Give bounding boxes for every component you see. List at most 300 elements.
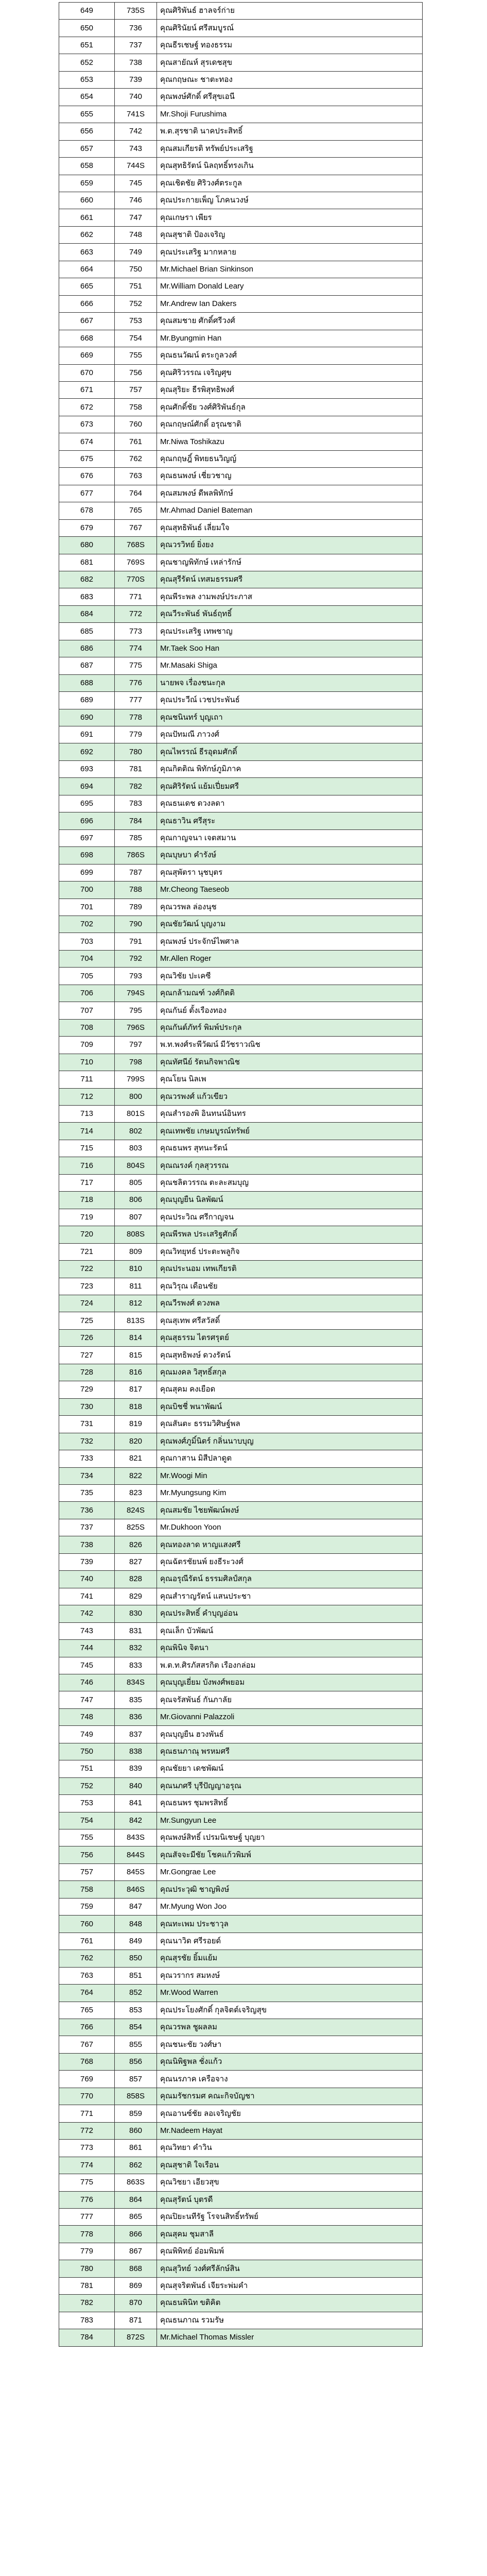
table-row bbox=[59, 1588, 423, 1605]
table-row bbox=[59, 71, 423, 88]
row-number-cell: 773 bbox=[59, 2140, 115, 2157]
member-name-cell: คุณธนพงษ์ เชี่ยวชาญ bbox=[157, 468, 423, 485]
member-code-cell: 745 bbox=[115, 175, 157, 192]
table-row bbox=[59, 1777, 423, 1794]
member-code-cell: 761 bbox=[115, 433, 157, 450]
table-row bbox=[59, 278, 423, 295]
member-code-cell: 808S bbox=[115, 1226, 157, 1243]
table-row bbox=[59, 1708, 423, 1725]
table-row bbox=[59, 950, 423, 967]
member-code-cell: 838 bbox=[115, 1743, 157, 1760]
member-name-cell: Mr.Ahmad Daniel Bateman bbox=[157, 502, 423, 519]
row-number-cell: 756 bbox=[59, 1846, 115, 1863]
member-name-cell: Mr.Wood Warren bbox=[157, 1985, 423, 2002]
member-name-cell: คุณสุรชัย ยิ้มแย้ม bbox=[157, 1950, 423, 1967]
row-number-cell: 778 bbox=[59, 2226, 115, 2243]
member-name-cell: คุณณรงค์ กุลสุวรรณ bbox=[157, 1157, 423, 1174]
row-number-cell: 751 bbox=[59, 1760, 115, 1777]
member-name-cell: คุณสุธรรม ไตรศรุตย์ bbox=[157, 1329, 423, 1346]
table-row bbox=[59, 1812, 423, 1829]
member-code-cell: 861 bbox=[115, 2140, 157, 2157]
member-name-cell: คุณชัยยา เดชพัฒน์ bbox=[157, 1760, 423, 1777]
member-name-cell: คุณวรพงศ์ แก้วเขียว bbox=[157, 1088, 423, 1105]
table-row bbox=[59, 1329, 423, 1346]
member-name-cell: คุณสุชาติ ป้องเจริญ bbox=[157, 226, 423, 243]
table-row bbox=[59, 2036, 423, 2053]
member-code-cell: 799S bbox=[115, 1071, 157, 1088]
table-row bbox=[59, 140, 423, 157]
member-name-cell: คุณชนะชัย วงศ์ษา bbox=[157, 2036, 423, 2053]
member-name-cell: คุณพงศ์ภูมิ์นิตร์ กลิ่นนาบบุญ bbox=[157, 1433, 423, 1450]
table-row bbox=[59, 847, 423, 864]
row-number-cell: 739 bbox=[59, 1553, 115, 1570]
member-name-cell: คุณเชิดชัย ศิริวงศ์ตระกูล bbox=[157, 175, 423, 192]
row-number-cell: 738 bbox=[59, 1536, 115, 1553]
table-row bbox=[59, 364, 423, 381]
row-number-cell: 712 bbox=[59, 1088, 115, 1105]
member-code-cell: 872S bbox=[115, 2329, 157, 2346]
member-code-cell: 832 bbox=[115, 1640, 157, 1657]
table-row bbox=[59, 640, 423, 657]
table-row bbox=[59, 605, 423, 622]
table-row bbox=[59, 2260, 423, 2277]
member-code-cell: 786S bbox=[115, 847, 157, 864]
table-row bbox=[59, 1622, 423, 1639]
member-code-cell: 818 bbox=[115, 1398, 157, 1415]
table-row bbox=[59, 2243, 423, 2260]
member-name-cell: คุณสัจจะมีชัย โชคแก้วพิมพ์ bbox=[157, 1846, 423, 1863]
table-row bbox=[59, 760, 423, 777]
member-code-cell: 862 bbox=[115, 2157, 157, 2174]
member-name-cell: คุณกันย์ ตั้งเรืองทอง bbox=[157, 1002, 423, 1019]
member-name-cell: Mr.Shoji Furushima bbox=[157, 106, 423, 123]
row-number-cell: 689 bbox=[59, 692, 115, 709]
row-number-cell: 783 bbox=[59, 2312, 115, 2329]
row-number-cell: 776 bbox=[59, 2191, 115, 2208]
row-number-cell: 662 bbox=[59, 226, 115, 243]
member-name-cell: คุณสุริยะ ธีรพิสุทธิพงศ์ bbox=[157, 381, 423, 398]
member-name-cell: คุณเล็ก บัวพัฒน์ bbox=[157, 1622, 423, 1639]
member-name-cell: คุณพินิจ จิตนา bbox=[157, 1640, 423, 1657]
table-row bbox=[59, 1760, 423, 1777]
row-number-cell: 701 bbox=[59, 899, 115, 916]
row-number-cell: 705 bbox=[59, 968, 115, 985]
table-row bbox=[59, 916, 423, 933]
member-name-cell: คุณชนินทร์ บุญเถา bbox=[157, 709, 423, 726]
row-number-cell: 747 bbox=[59, 1691, 115, 1708]
row-number-cell: 663 bbox=[59, 244, 115, 261]
row-number-cell: 780 bbox=[59, 2260, 115, 2277]
member-name-cell: คุณปิยะนทีรัฐ โรจนสิทธิ์ทรัพย์ bbox=[157, 2209, 423, 2226]
table-row bbox=[59, 2140, 423, 2157]
member-name-cell: คุณวีรพงศ์ ดวงพล bbox=[157, 1295, 423, 1312]
table-row bbox=[59, 588, 423, 605]
row-number-cell: 746 bbox=[59, 1674, 115, 1691]
row-number-cell: 721 bbox=[59, 1243, 115, 1260]
member-table bbox=[59, 2, 423, 2347]
member-code-cell: 765 bbox=[115, 502, 157, 519]
member-code-cell: 867 bbox=[115, 2243, 157, 2260]
member-name-cell: คุณวิทยุทธ์ ประตะพลูกิจ bbox=[157, 1243, 423, 1260]
member-name-cell: คุณอานซ์ชัย ลอเจริญชัย bbox=[157, 2105, 423, 2122]
table-row bbox=[59, 519, 423, 536]
row-number-cell: 699 bbox=[59, 864, 115, 881]
row-number-cell: 656 bbox=[59, 123, 115, 140]
member-name-cell: คุณสุคม คงเยือด bbox=[157, 1381, 423, 1398]
member-name-cell: คุณบุษบา คำรังษ์ bbox=[157, 847, 423, 864]
row-number-cell: 685 bbox=[59, 623, 115, 640]
table-row bbox=[59, 1467, 423, 1484]
member-name-cell: Mr.Byungmin Han bbox=[157, 330, 423, 347]
member-code-cell: 755 bbox=[115, 347, 157, 364]
table-row bbox=[59, 330, 423, 347]
member-code-cell: 785 bbox=[115, 829, 157, 846]
table-row bbox=[59, 709, 423, 726]
member-name-cell: คุณประเสริฐ เทพชาญ bbox=[157, 623, 423, 640]
member-code-cell: 768S bbox=[115, 537, 157, 554]
row-number-cell: 702 bbox=[59, 916, 115, 933]
member-name-cell: คุณสำราญรัตน์ แสนประชา bbox=[157, 1588, 423, 1605]
table-row bbox=[59, 1398, 423, 1415]
table-row bbox=[59, 571, 423, 588]
table-row bbox=[59, 261, 423, 278]
member-name-cell: คุณศิริพันธ์ ฮาลจร์ก่าย bbox=[157, 3, 423, 20]
row-number-cell: 728 bbox=[59, 1364, 115, 1381]
table-row bbox=[59, 1450, 423, 1467]
table-row bbox=[59, 2226, 423, 2243]
table-row bbox=[59, 623, 423, 640]
member-name-cell: คุณธนพินิท ขติคิต bbox=[157, 2295, 423, 2312]
row-number-cell: 753 bbox=[59, 1795, 115, 1812]
row-number-cell: 680 bbox=[59, 537, 115, 554]
member-name-cell: คุณสุรีรัตน์ เทสมธรรมศรี bbox=[157, 571, 423, 588]
member-code-cell: 817 bbox=[115, 1381, 157, 1398]
table-row bbox=[59, 795, 423, 812]
table-row bbox=[59, 1553, 423, 1570]
row-number-cell: 686 bbox=[59, 640, 115, 657]
member-code-cell: 858S bbox=[115, 2088, 157, 2105]
member-code-cell: 743 bbox=[115, 140, 157, 157]
member-name-cell: คุณฉัตรชัยนพ์ ยงธีระวงศ์ bbox=[157, 1553, 423, 1570]
member-name-cell: คุณศิริวรรณ เจริญศุข bbox=[157, 364, 423, 381]
row-number-cell: 687 bbox=[59, 657, 115, 674]
member-code-cell: 793 bbox=[115, 968, 157, 985]
row-number-cell: 676 bbox=[59, 468, 115, 485]
member-name-cell: Mr.Andrew Ian Dakers bbox=[157, 295, 423, 312]
table-row bbox=[59, 399, 423, 416]
member-code-cell: 849 bbox=[115, 1933, 157, 1950]
member-code-cell: 742 bbox=[115, 123, 157, 140]
table-row bbox=[59, 2209, 423, 2226]
table-row bbox=[59, 1088, 423, 1105]
member-name-cell: คุณกาญจนา เจตสมาน bbox=[157, 829, 423, 846]
table-row bbox=[59, 175, 423, 192]
row-number-cell: 651 bbox=[59, 37, 115, 54]
table-row bbox=[59, 2071, 423, 2088]
row-number-cell: 744 bbox=[59, 1640, 115, 1657]
member-name-cell: คุณเทพชัย เกษมบูรณ์ทรัพย์ bbox=[157, 1123, 423, 1140]
table-row bbox=[59, 829, 423, 846]
table-row bbox=[59, 2295, 423, 2312]
table-row bbox=[59, 450, 423, 467]
member-code-cell: 801S bbox=[115, 1106, 157, 1123]
table-row bbox=[59, 2002, 423, 2019]
table-row bbox=[59, 1916, 423, 1933]
member-code-cell: 805 bbox=[115, 1174, 157, 1191]
member-code-cell: 783 bbox=[115, 795, 157, 812]
member-name-cell: คุณกฤษณะ ชาตะทอง bbox=[157, 71, 423, 88]
table-row bbox=[59, 1967, 423, 1984]
member-name-cell: คุณวรวิทย์ ยิ่งยง bbox=[157, 537, 423, 554]
member-name-cell: คุณธนภาณ รวมรัษ bbox=[157, 2312, 423, 2329]
row-number-cell: 741 bbox=[59, 1588, 115, 1605]
row-number-cell: 752 bbox=[59, 1777, 115, 1794]
member-code-cell: 855 bbox=[115, 2036, 157, 2053]
member-name-cell: Mr.Gongrae Lee bbox=[157, 1863, 423, 1880]
member-name-cell: คุณสุรัตน์ บุตรดี bbox=[157, 2191, 423, 2208]
table-row bbox=[59, 882, 423, 899]
member-code-cell: 749 bbox=[115, 244, 157, 261]
member-name-cell: คุณสันตะ ธรรมวิศิษฐ์พล bbox=[157, 1416, 423, 1433]
member-name-cell: คุณสุทธิรัตน์ นิลฤทธิ์ทรงเกิน bbox=[157, 158, 423, 175]
member-name-cell: คุณนรภาค เครือจาง bbox=[157, 2071, 423, 2088]
member-name-cell: คุณพงษ์สิทธิ์ เปรมนิเชษฐ์ บุญยา bbox=[157, 1829, 423, 1846]
member-name-cell: คุณศักดิ์ชัย วงศ์ศิริพันธ์กุล bbox=[157, 399, 423, 416]
row-number-cell: 692 bbox=[59, 743, 115, 760]
member-name-cell: Mr.Michael Thomas Missler bbox=[157, 2329, 423, 2346]
row-number-cell: 720 bbox=[59, 1226, 115, 1243]
table-row bbox=[59, 3, 423, 20]
member-code-cell: 760 bbox=[115, 416, 157, 433]
row-number-cell: 757 bbox=[59, 1863, 115, 1880]
member-code-cell: 821 bbox=[115, 1450, 157, 1467]
member-code-cell: 738 bbox=[115, 54, 157, 71]
row-number-cell: 745 bbox=[59, 1657, 115, 1674]
member-name-cell: คุณมรัชกรมศ คณะกิจบัญชา bbox=[157, 2088, 423, 2105]
row-number-cell: 755 bbox=[59, 1829, 115, 1846]
member-name-cell: คุณวิชยา เอียวสุข bbox=[157, 2174, 423, 2191]
member-name-cell: คุณวีระพันธ์ พันธ์ฤทธิ์ bbox=[157, 605, 423, 622]
member-code-cell: 841 bbox=[115, 1795, 157, 1812]
member-code-cell: 814 bbox=[115, 1329, 157, 1346]
member-name-cell: Mr.Taek Soo Han bbox=[157, 640, 423, 657]
row-number-cell: 668 bbox=[59, 330, 115, 347]
member-code-cell: 770S bbox=[115, 571, 157, 588]
table-row bbox=[59, 1726, 423, 1743]
row-number-cell: 695 bbox=[59, 795, 115, 812]
row-number-cell: 735 bbox=[59, 1484, 115, 1501]
row-number-cell: 710 bbox=[59, 1054, 115, 1071]
member-name-cell: Mr.Niwa Toshikazu bbox=[157, 433, 423, 450]
table-row bbox=[59, 295, 423, 312]
row-number-cell: 665 bbox=[59, 278, 115, 295]
row-number-cell: 658 bbox=[59, 158, 115, 175]
member-code-cell: 795 bbox=[115, 1002, 157, 1019]
member-name-cell: คุณวรากร สมหงษ์ bbox=[157, 1967, 423, 1984]
row-number-cell: 690 bbox=[59, 709, 115, 726]
row-number-cell: 677 bbox=[59, 485, 115, 502]
member-name-cell: คุณชาญพิทักษ์ เหล่ารักษ์ bbox=[157, 554, 423, 571]
member-code-cell: 827 bbox=[115, 1553, 157, 1570]
member-name-cell: คุณสมเกียรติ ทรัพย์ประเสริฐ bbox=[157, 140, 423, 157]
member-code-cell: 815 bbox=[115, 1347, 157, 1364]
table-row bbox=[59, 1243, 423, 1260]
row-number-cell: 709 bbox=[59, 1037, 115, 1054]
row-number-cell: 691 bbox=[59, 726, 115, 743]
member-name-cell: คุณกิตติณ พิทักษ์ภูมิภาค bbox=[157, 760, 423, 777]
member-name-cell: พ.ท.พงศ์ระพีวัฒน์ มีวัชราวณิช bbox=[157, 1037, 423, 1054]
member-name-cell: คุณชลิตวรรณ ตะละสมบุญ bbox=[157, 1174, 423, 1191]
row-number-cell: 682 bbox=[59, 571, 115, 588]
member-code-cell: 747 bbox=[115, 209, 157, 226]
member-name-cell: คุณสมชัย ไชยพัฒน์พงษ์ bbox=[157, 1502, 423, 1519]
table-row bbox=[59, 1519, 423, 1536]
row-number-cell: 664 bbox=[59, 261, 115, 278]
table-row bbox=[59, 1881, 423, 1898]
table-row bbox=[59, 1484, 423, 1501]
row-number-cell: 707 bbox=[59, 1002, 115, 1019]
row-number-cell: 660 bbox=[59, 192, 115, 209]
table-row bbox=[59, 1174, 423, 1191]
member-code-cell: 804S bbox=[115, 1157, 157, 1174]
table-row bbox=[59, 1933, 423, 1950]
row-number-cell: 779 bbox=[59, 2243, 115, 2260]
member-name-cell: คุณวรพล ชูผลลม bbox=[157, 2019, 423, 2036]
row-number-cell: 774 bbox=[59, 2157, 115, 2174]
table-row bbox=[59, 1002, 423, 1019]
row-number-cell: 737 bbox=[59, 1519, 115, 1536]
table-row bbox=[59, 2312, 423, 2329]
row-number-cell: 760 bbox=[59, 1916, 115, 1933]
table-row bbox=[59, 1829, 423, 1846]
row-number-cell: 754 bbox=[59, 1812, 115, 1829]
table-row bbox=[59, 226, 423, 243]
row-number-cell: 693 bbox=[59, 760, 115, 777]
member-code-cell: 812 bbox=[115, 1295, 157, 1312]
row-number-cell: 706 bbox=[59, 985, 115, 1002]
member-code-cell: 771 bbox=[115, 588, 157, 605]
row-number-cell: 688 bbox=[59, 674, 115, 691]
table-row bbox=[59, 123, 423, 140]
member-code-cell: 781 bbox=[115, 760, 157, 777]
row-number-cell: 734 bbox=[59, 1467, 115, 1484]
table-row bbox=[59, 778, 423, 795]
member-code-cell: 823 bbox=[115, 1484, 157, 1501]
member-code-cell: 851 bbox=[115, 1967, 157, 1984]
row-number-cell: 672 bbox=[59, 399, 115, 416]
row-number-cell: 763 bbox=[59, 1967, 115, 1984]
row-number-cell: 669 bbox=[59, 347, 115, 364]
member-name-cell: Mr.Nadeem Hayat bbox=[157, 2122, 423, 2139]
row-number-cell: 715 bbox=[59, 1140, 115, 1157]
table-row bbox=[59, 1381, 423, 1398]
row-number-cell: 748 bbox=[59, 1708, 115, 1725]
row-number-cell: 679 bbox=[59, 519, 115, 536]
member-code-cell: 777 bbox=[115, 692, 157, 709]
member-code-cell: 810 bbox=[115, 1261, 157, 1278]
row-number-cell: 674 bbox=[59, 433, 115, 450]
member-name-cell: พ.ต.สุรชาติ นาคประสิทธิ์ bbox=[157, 123, 423, 140]
member-name-cell: คุณทัศนีย์ รัตนกิจพาณิช bbox=[157, 1054, 423, 1071]
table-row bbox=[59, 106, 423, 123]
member-name-cell: คุณพงษ์ ประจักษ์ไพศาล bbox=[157, 933, 423, 950]
row-number-cell: 659 bbox=[59, 175, 115, 192]
table-row bbox=[59, 1157, 423, 1174]
table-row bbox=[59, 537, 423, 554]
member-name-cell: คุณอรุณีรัตน์ ธรรมศิลป์สกุล bbox=[157, 1571, 423, 1588]
member-code-cell: 825S bbox=[115, 1519, 157, 1536]
member-name-cell: คุณธนเดช ดวงลดา bbox=[157, 795, 423, 812]
member-name-cell: คุณธนพร สุทนะรัตน์ bbox=[157, 1140, 423, 1157]
row-number-cell: 768 bbox=[59, 2053, 115, 2070]
table-row bbox=[59, 2105, 423, 2122]
row-number-cell: 650 bbox=[59, 20, 115, 37]
member-name-cell: คุณบุญยืน ฮวงพันธ์ bbox=[157, 1726, 423, 1743]
member-name-cell: คุณธีรเชษฐ์ ทองธรรม bbox=[157, 37, 423, 54]
table-row bbox=[59, 899, 423, 916]
member-code-cell: 773 bbox=[115, 623, 157, 640]
member-code-cell: 860 bbox=[115, 2122, 157, 2139]
member-name-cell: คุณนิพิฐพล ชั่งแก้ว bbox=[157, 2053, 423, 2070]
table-row bbox=[59, 1054, 423, 1071]
row-number-cell: 681 bbox=[59, 554, 115, 571]
row-number-cell: 736 bbox=[59, 1502, 115, 1519]
table-row bbox=[59, 1140, 423, 1157]
member-name-cell: คุณสมพงษ์ ดีพลพิทักษ์ bbox=[157, 485, 423, 502]
member-code-cell: 752 bbox=[115, 295, 157, 312]
table-row bbox=[59, 554, 423, 571]
member-code-cell: 859 bbox=[115, 2105, 157, 2122]
member-code-cell: 822 bbox=[115, 1467, 157, 1484]
member-code-cell: 811 bbox=[115, 1278, 157, 1295]
member-code-cell: 746 bbox=[115, 192, 157, 209]
table-row bbox=[59, 433, 423, 450]
member-name-cell: คุณประนอม เทพเกียรติ bbox=[157, 1261, 423, 1278]
row-number-cell: 764 bbox=[59, 1985, 115, 2002]
row-number-cell: 683 bbox=[59, 588, 115, 605]
table-row bbox=[59, 2088, 423, 2105]
row-number-cell: 723 bbox=[59, 1278, 115, 1295]
row-number-cell: 771 bbox=[59, 2105, 115, 2122]
row-number-cell: 671 bbox=[59, 381, 115, 398]
row-number-cell: 726 bbox=[59, 1329, 115, 1346]
member-code-cell: 833 bbox=[115, 1657, 157, 1674]
table-row bbox=[59, 1192, 423, 1209]
row-number-cell: 653 bbox=[59, 71, 115, 88]
row-number-cell: 730 bbox=[59, 1398, 115, 1415]
table-row bbox=[59, 1209, 423, 1226]
table-row bbox=[59, 1502, 423, 1519]
table-row bbox=[59, 2122, 423, 2139]
member-code-cell: 802 bbox=[115, 1123, 157, 1140]
member-code-cell: 776 bbox=[115, 674, 157, 691]
table-row bbox=[59, 89, 423, 106]
member-code-cell: 744S bbox=[115, 158, 157, 175]
member-code-cell: 788 bbox=[115, 882, 157, 899]
row-number-cell: 711 bbox=[59, 1071, 115, 1088]
member-code-cell: 856 bbox=[115, 2053, 157, 2070]
table-row bbox=[59, 1278, 423, 1295]
table-row bbox=[59, 1640, 423, 1657]
row-number-cell: 772 bbox=[59, 2122, 115, 2139]
member-code-cell: 791 bbox=[115, 933, 157, 950]
member-code-cell: 864 bbox=[115, 2191, 157, 2208]
row-number-cell: 729 bbox=[59, 1381, 115, 1398]
member-code-cell: 750 bbox=[115, 261, 157, 278]
member-code-cell: 809 bbox=[115, 1243, 157, 1260]
row-number-cell: 767 bbox=[59, 2036, 115, 2053]
member-name-cell: Mr.Giovanni Palazzoli bbox=[157, 1708, 423, 1725]
